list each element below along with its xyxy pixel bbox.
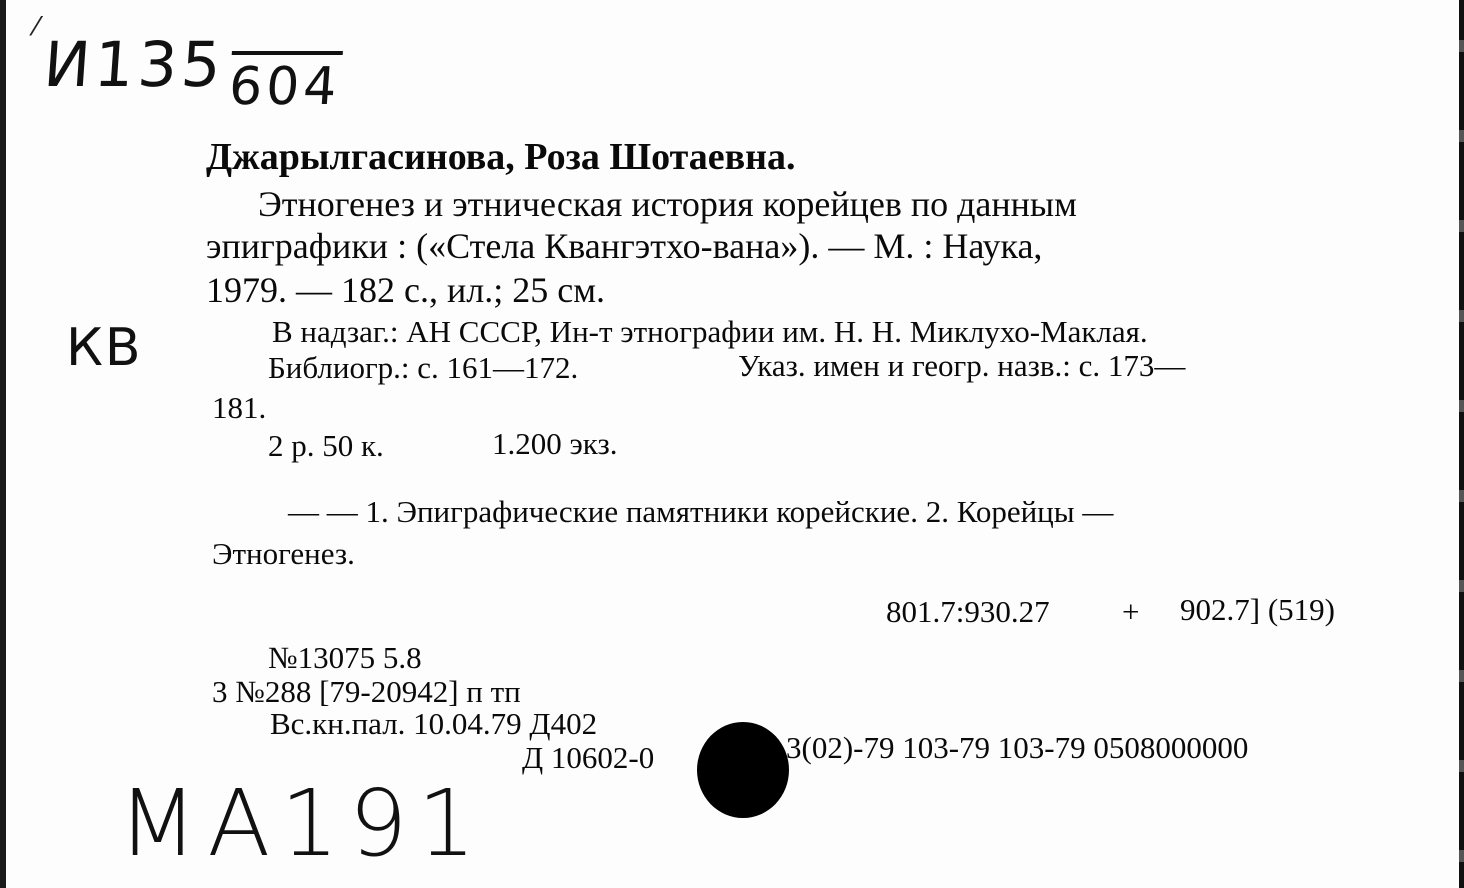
handwritten-side-code: КВ — [66, 318, 143, 378]
inventory-number-fraction: 604 — [227, 51, 343, 117]
title-line-2: эпиграфики : («Стела Квангэтхо-вана»). — М. : Наука, — [206, 226, 1043, 266]
inventory-number-main: И135 — [41, 28, 228, 101]
title-line-3: 1979. — 182 с., ил.; 25 см. — [206, 270, 605, 310]
note-institution: В надзаг.: АН СССР, Ин-т этнографии им. Н. Н. Миклухо-Маклая. — [272, 314, 1148, 349]
title-line-1: Этногенез и этническая история корейцев по данным — [258, 184, 1077, 224]
classification-udc: 801.7:930.27 — [886, 594, 1050, 629]
author-heading: Джарылгасинова, Роза Шотаевна. — [206, 136, 796, 178]
order-number: №13075 5.8 — [268, 640, 422, 675]
subjects-line-1: — — 1. Эпиграфические памятники корейские. 2. Корейцы — — [288, 494, 1114, 529]
classification-bbk: 902.7] (519) — [1180, 592, 1335, 627]
note-index: Указ. имен и геогр. назв.: с. 173— — [738, 348, 1186, 383]
punched-hole — [697, 722, 789, 818]
publishing-code-right: 3(02)-79 103-79 103-79 0508000000 — [786, 730, 1249, 765]
card-right-edge — [1459, 0, 1464, 888]
chamber-registration: Вс.кн.пал. 10.04.79 Д402 — [270, 706, 598, 741]
note-index-cont: 181. — [212, 390, 267, 425]
price: 2 р. 50 к. — [268, 428, 384, 463]
order-reference: 3 №288 [79-20942] п тп — [212, 674, 521, 709]
handwritten-shelf-code: МА191 — [118, 770, 486, 877]
corner-pen-mark: ⁄ — [34, 12, 39, 42]
classification-plus: + — [1122, 594, 1140, 629]
print-run: 1.200 экз. — [492, 426, 618, 461]
subjects-line-2: Этногенез. — [212, 536, 355, 571]
note-bibliography: Библиогр.: с. 161—172. — [268, 350, 579, 385]
handwritten-inventory-number — [41, 28, 344, 117]
card-left-edge — [0, 0, 6, 888]
publishing-code-left: Д 10602-0 — [522, 740, 655, 775]
